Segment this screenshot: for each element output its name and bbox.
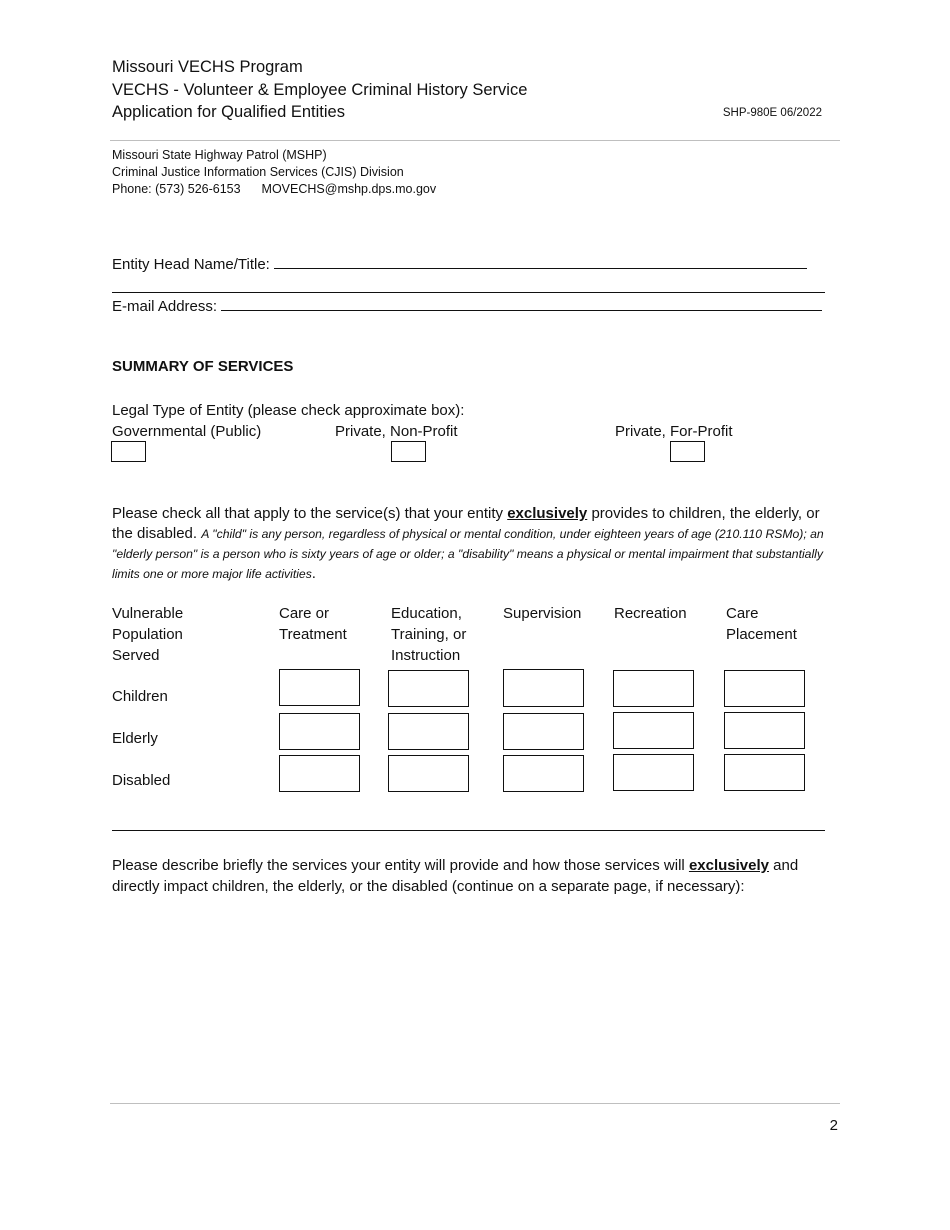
describe-instructions — [112, 855, 836, 897]
email-row — [112, 296, 822, 317]
col-header-education-line: Instruction — [391, 647, 461, 664]
disabled-care-treatment-checkbox[interactable] — [279, 755, 360, 792]
col-header-education-line: Education, — [391, 605, 462, 622]
section-divider-line — [112, 830, 825, 831]
elderly-recreation-checkbox[interactable] — [613, 712, 694, 749]
row-label-elderly: Elderly — [112, 730, 158, 747]
legal-type-prompt: Legal Type of Entity (please check approximate box): — [112, 402, 465, 419]
col-header-population-line: Vulnerable — [112, 605, 184, 622]
describe-before: Please describe briefly the services your entity will provide and how those services will — [112, 857, 685, 874]
describe-answer-area[interactable] — [112, 910, 836, 1090]
col-header-supervision — [503, 603, 581, 624]
legal-type-governmental-label: Governmental (Public) — [112, 423, 262, 440]
col-header-care-treatment — [279, 603, 347, 645]
col-header-population-line: Population — [112, 626, 183, 643]
org-name: Missouri State Highway Patrol (MSHP) — [112, 148, 327, 162]
org-phone: Phone: (573) 526-6153 — [112, 182, 241, 196]
services-intro-before: Please check all that apply to the service(s) that your entity — [112, 505, 504, 522]
page-number: 2 — [829, 1117, 838, 1134]
disabled-care-placement-checkbox[interactable] — [724, 754, 805, 791]
elderly-education-checkbox[interactable] — [388, 713, 469, 750]
children-recreation-checkbox[interactable] — [613, 670, 694, 707]
col-header-education — [391, 603, 466, 666]
row-label-children: Children — [112, 688, 168, 705]
col-header-recreation — [614, 603, 687, 624]
col-header-education-line: Training, or — [391, 626, 467, 643]
services-intro-emphasis: exclusively — [507, 505, 588, 522]
application-title: Application for Qualified Entities — [112, 103, 345, 121]
elderly-care-treatment-checkbox[interactable] — [279, 713, 360, 750]
children-care-placement-checkbox[interactable] — [724, 670, 805, 707]
col-header-care-treatment-line: Treatment — [279, 626, 347, 643]
disabled-recreation-checkbox[interactable] — [613, 754, 694, 791]
elderly-supervision-checkbox[interactable] — [503, 713, 584, 750]
entity-head-field[interactable] — [274, 254, 807, 269]
describe-emphasis: exclusively — [688, 857, 769, 874]
org-email: MOVECHS@mshp.dps.mo.gov — [261, 182, 437, 196]
row-label-disabled: Disabled — [112, 772, 171, 789]
org-contact — [112, 181, 436, 198]
col-header-care-placement — [726, 603, 797, 645]
legal-type-nonprofit-label: Private, Non-Profit — [335, 423, 458, 440]
describe-after: and directly impact children, the elderly, or the disabled (continue on a separate page, if necessary): — [112, 857, 799, 895]
legal-type-forprofit-label: Private, For-Profit — [615, 423, 733, 440]
children-supervision-checkbox[interactable] — [503, 669, 584, 707]
entity-head-label: Entity Head Name/Title: — [112, 256, 270, 273]
header-divider — [110, 140, 840, 141]
col-header-supervision-line: Supervision — [503, 605, 582, 622]
elderly-care-placement-checkbox[interactable] — [724, 712, 805, 749]
service-title: VECHS - Volunteer & Employee Criminal History Service — [112, 81, 528, 99]
entity-head-continuation-line[interactable] — [112, 292, 825, 293]
col-header-recreation-line: Recreation — [614, 605, 687, 622]
services-definition-end: . — [311, 565, 316, 582]
email-label: E-mail Address: — [112, 298, 218, 315]
children-care-treatment-checkbox[interactable] — [279, 669, 360, 706]
col-header-care-placement-line: Placement — [726, 626, 797, 643]
footer-divider — [110, 1103, 840, 1104]
children-education-checkbox[interactable] — [388, 670, 469, 707]
services-intro-after: provides to children, the elderly, or the disabled. — [112, 505, 820, 542]
services-definition: A "child" is any person, regardless of physical or mental condition, under eighteen years of age (210.110 RSMo); an "elderly person" is a person who is sixty years of age or older; a "disability" means a physical or mental impairment that substantially limits one or more major life activities — [112, 527, 824, 581]
entity-head-row — [112, 254, 807, 275]
nonprofit-checkbox[interactable] — [391, 441, 426, 462]
org-division: Criminal Justice Information Services (CJIS) Division — [112, 165, 404, 179]
disabled-supervision-checkbox[interactable] — [503, 755, 584, 792]
col-header-care-placement-line: Care — [726, 605, 759, 622]
email-field[interactable] — [221, 296, 822, 311]
program-title: Missouri VECHS Program — [112, 58, 303, 76]
col-header-care-treatment-line: Care or — [279, 605, 330, 622]
col-header-population-line: Served — [112, 647, 160, 664]
form-code: SHP-980E 06/2022 — [722, 107, 822, 119]
summary-heading: SUMMARY OF SERVICES — [112, 358, 294, 375]
disabled-education-checkbox[interactable] — [388, 755, 469, 792]
forprofit-checkbox[interactable] — [670, 441, 705, 462]
services-instructions — [112, 504, 836, 584]
governmental-checkbox[interactable] — [111, 441, 146, 462]
col-header-population — [112, 603, 183, 666]
